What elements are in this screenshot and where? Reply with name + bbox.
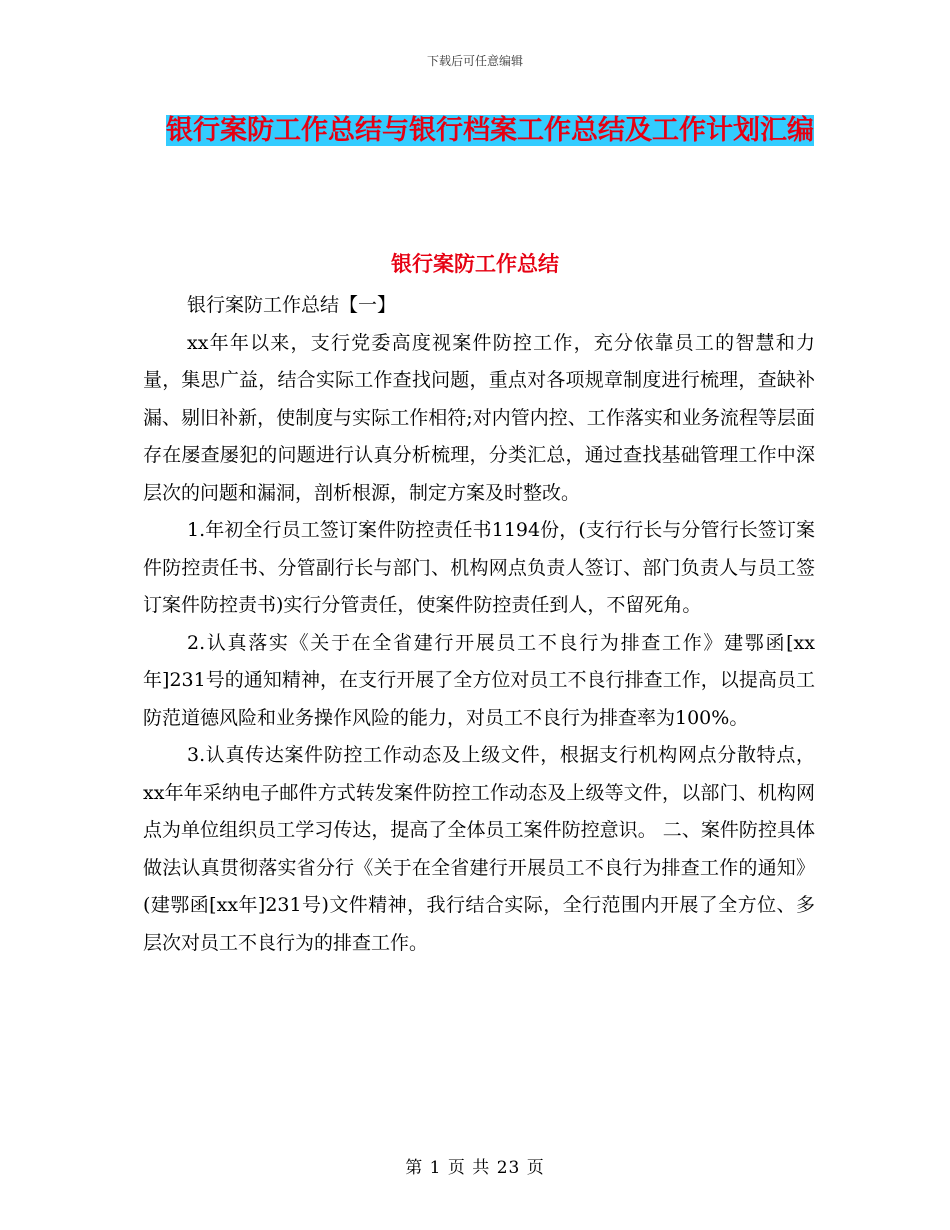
- document-body: [143, 287, 815, 962]
- paragraph: 1.年初全行员工签订案件防控责任书1194份，(支行行长与分管行长签订案件防控责任书、分管副行长与部门、机构网点负责人签订、部门负责人与员工签订案件防控责书)实行分管责任，使案件防控责任到人，不留死角。: [143, 519, 815, 616]
- document-title-text: 银行案防工作总结与银行档案工作总结及工作计划汇编: [166, 115, 814, 146]
- section-title: 银行案防工作总结: [391, 251, 559, 276]
- paragraph: 2.认真落实《关于在全省建行开展员工不良行为排查工作》建鄂函[xx年]231号的通知精神，在支行开展了全方位对员工不良行排查工作，以提高员工防范道德风险和业务操作风险的能力，对员工不良行为排查率为100%。: [143, 631, 815, 729]
- paragraph: 3.认真传达案件防控工作动态及上级文件，根据支行机构网点分散特点，xx年年采纳电子邮件方式转发案件防控工作动态及上级等文件，以部门、机构网点为单位组织员工学习传达，提高了全体员工案件防控意识。 二、案件防控具体做法认真贯彻落实省分行《关于在全省建行开展员工不良行为排查工作的通知》(建鄂函[xx年]231号)文件精神，我行结合实际，全行范围内开展了全方位、多层次对员工不良行为的排查工作。: [143, 744, 815, 954]
- paragraph-subheading: 银行案防工作总结【一】: [187, 294, 397, 316]
- header-note: 下载后可任意编辑: [426, 54, 523, 68]
- page-footer: 第 1 页 共 23 页: [405, 1158, 545, 1178]
- paragraph: xx年年以来，支行党委高度视案件防控工作，充分依靠员工的智慧和力量，集思广益，结合实际工作查找问题，重点对各项规章制度进行梳理，查缺补漏、剔旧补新，使制度与实际工作相符;对内管内控、工作落实和业务流程等层面存在屡查屡犯的问题进行认真分析梳理，分类汇总，通过查找基础管理工作中深层次的问题和漏洞，剖析根源，制定方案及时整改。: [143, 331, 815, 504]
- document-title: [150, 108, 830, 154]
